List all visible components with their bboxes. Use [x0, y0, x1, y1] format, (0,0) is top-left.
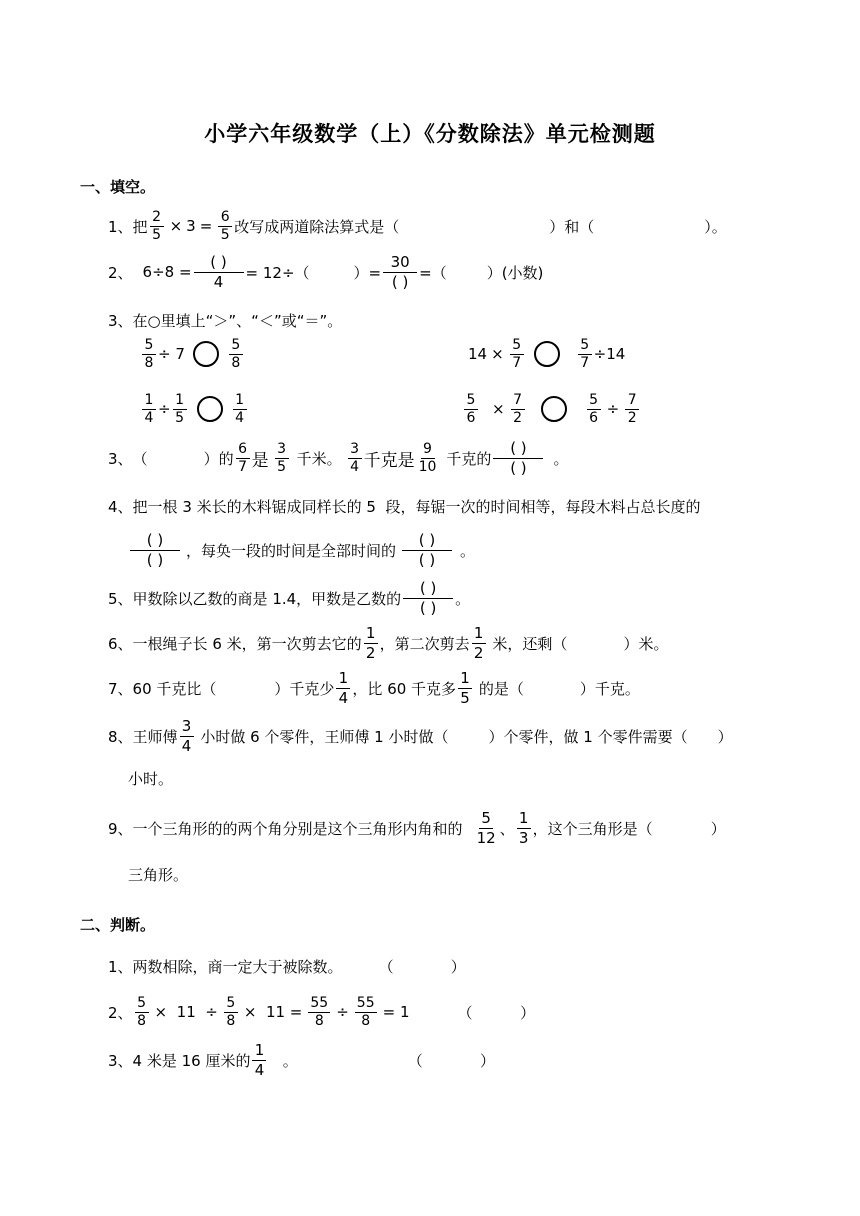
fraction: $\frac{1}{2}$ [364, 624, 378, 663]
expression: 6÷8 = [142, 263, 192, 281]
question-number: 1、 [108, 957, 133, 976]
question-text: 把一根 3 米长的木料锯成同样长的 5 段，每锯一次的时间相等，每段木料占总长度的 [132, 497, 701, 516]
question-1 [108, 200, 727, 252]
question-number: 3、 [108, 1051, 133, 1070]
operator: ÷ [158, 400, 171, 418]
question-text: （ [132, 449, 148, 468]
compare-circle[interactable] [541, 396, 567, 422]
question-text: 、 [499, 819, 515, 838]
question-number: 5、 [108, 589, 133, 608]
fraction: $\frac{55}{8}$ [310, 994, 329, 1029]
question-text: 千米。 [296, 449, 342, 468]
question-text: ，这个三角形是（ [532, 819, 653, 838]
fraction: $\frac{3}{4}$ [348, 441, 362, 476]
fraction: $\frac{1}{2}$ [472, 624, 486, 663]
fraction: $\frac{1}{4}$ [142, 392, 156, 427]
question-text: 。 [553, 449, 569, 468]
operator: ÷ [336, 1003, 349, 1021]
compare-circle[interactable] [193, 341, 219, 367]
operator: = [199, 217, 213, 235]
fraction: $\frac{1}{5}$ [173, 392, 187, 427]
fraction: $\frac{9}{10}$ [418, 440, 437, 475]
expression: = 1 [382, 1003, 410, 1021]
fraction: $\frac{2}{5}$ [150, 209, 164, 244]
question-9 [108, 802, 726, 854]
question-number: 8、 [108, 727, 133, 746]
answer-paren[interactable]: （ ） [407, 1051, 496, 1070]
operator: × [169, 217, 183, 235]
question-text: 一个三角形的的两个角分别是这个三角形内角和的 [132, 819, 463, 838]
question-text: 。 [460, 541, 476, 560]
question-text: 王师傅 [132, 727, 178, 746]
fraction: $\frac{5}{6}$ [464, 392, 478, 427]
question-text: 60 千克比（ [132, 679, 217, 698]
answer-paren[interactable]: （ ） [378, 957, 466, 976]
question-number: 7、 [108, 679, 133, 698]
question-text: 4 米是 16 厘米的 [132, 1051, 251, 1070]
fraction-answer[interactable]: $\frac{( )}{( )}$ [403, 579, 453, 618]
fraction: $\frac{5}{7}$ [510, 337, 524, 372]
judge-3 [108, 1034, 495, 1086]
judge-1 [108, 940, 466, 992]
fraction: $\frac{1}{4}$ [252, 1041, 266, 1080]
question-number: 1、 [108, 217, 133, 236]
fraction: $\frac{5}{7}$ [578, 337, 592, 372]
expression: × 11 ÷ [154, 1003, 218, 1021]
question-text: 两数相除，商一定大于被除数。 [132, 957, 343, 976]
question-text: ）个零件，做 1 个零件需要（ [488, 727, 688, 746]
question-text: 。 [268, 1051, 298, 1070]
compare-item-2 [468, 332, 625, 376]
question-text: 在○里填上“＞”、“＜”或“＝”。 [132, 311, 343, 330]
compare-circle[interactable] [534, 341, 560, 367]
fraction-answer[interactable]: $\frac{( )}{( )}$ [402, 531, 452, 570]
fraction: $\frac{7}{2}$ [511, 392, 525, 427]
expression: ）(小数) [486, 263, 544, 282]
fraction: $\frac{5}{8}$ [135, 995, 149, 1030]
section-fill-in-heading: 一、填空。 [80, 178, 156, 196]
question-4-continued [128, 524, 475, 576]
fraction: $\frac{5}{8}$ [224, 995, 238, 1030]
question-text: ，每奂一段的时间是全部时间的 [186, 541, 397, 560]
question-text: ）米。 [623, 634, 669, 653]
fraction: $\frac{3}{4}$ [180, 717, 194, 756]
fraction: $\frac{30}{( )}$ [383, 253, 417, 292]
question-text: 把 [132, 217, 148, 236]
operator: × [491, 345, 504, 363]
question-text: ）千克少 [274, 679, 335, 698]
question-text: 三角形。 [128, 865, 189, 884]
fraction: $\frac{5}{8}$ [142, 337, 156, 372]
question-text: 小时。 [128, 769, 174, 788]
question-number: 9、 [108, 819, 133, 838]
number: 3 [186, 217, 196, 235]
expression: =（ [419, 263, 447, 282]
operator: ÷ 7 [158, 345, 185, 363]
page-title: 小学六年级数学（上）《分数除法》单元检测题 [204, 122, 656, 146]
compare-item-4 [462, 387, 641, 431]
question-text: 甲数除以乙数的商是 1.4，甲数是乙数的 [132, 589, 402, 608]
fraction-answer[interactable]: $\frac{( )}{( )}$ [493, 439, 543, 478]
operator: ÷ [606, 400, 620, 418]
fraction: $\frac{1}{5}$ [458, 669, 472, 708]
question-9-continued [128, 848, 188, 900]
question-text: ） [717, 727, 733, 746]
question-text: ）。 [704, 217, 727, 236]
fraction: $\frac{1}{4}$ [336, 669, 350, 708]
question-text: 千克的 [446, 449, 492, 468]
fraction: $\frac{5}{8}$ [229, 337, 243, 372]
fraction-answer[interactable]: $\frac{( )}{( )}$ [130, 531, 180, 570]
question-text: 小时做 6 个零件，王师傅 1 小时做（ [195, 727, 449, 746]
operator: × [492, 400, 505, 418]
question-text: 一根绳子长 6 米，第一次剪去它的 [132, 634, 362, 653]
question-number: 3、 [108, 311, 133, 330]
question-text: 千克是 [363, 450, 415, 471]
question-number: 3、 [108, 449, 133, 468]
question-number: 2、 [108, 1003, 133, 1022]
question-8-continued [128, 752, 173, 804]
section-judge-heading: 二、判断。 [80, 916, 156, 934]
question-7 [108, 662, 640, 714]
fraction: $\frac{6}{5}$ [218, 209, 232, 244]
question-number: 6、 [108, 634, 133, 653]
fraction: $\frac{1}{4}$ [233, 392, 247, 427]
expression: ÷14 [593, 345, 626, 363]
question-text: ，第二次剪去 [379, 634, 470, 653]
question-text: 改写成两道除法算式是（ [234, 217, 400, 236]
question-text: ）的 [203, 449, 234, 468]
question-text: 米，还剩（ [487, 634, 568, 653]
question-text: 。 [455, 589, 471, 608]
compare-item-1 [140, 332, 245, 376]
expression: × 11 = [243, 1003, 303, 1021]
question-text: ，比 60 千克多 [352, 679, 457, 698]
question-text: ）千克。 [579, 679, 640, 698]
fraction: $\frac{5}{12}$ [476, 808, 496, 847]
question-number: 4、 [108, 497, 133, 516]
compare-circle[interactable] [197, 396, 223, 422]
compare-item-3 [140, 387, 249, 431]
expression: = 12÷（ [245, 263, 310, 282]
question-2 [108, 246, 543, 298]
question-8 [108, 710, 733, 762]
question-text: ）和（ [549, 217, 595, 236]
fraction: $\frac{55}{8}$ [356, 994, 375, 1029]
fraction: $\frac{( )}{4}$ [194, 253, 244, 292]
fraction: $\frac{1}{3}$ [517, 809, 531, 848]
judge-2 [108, 986, 535, 1038]
fraction: $\frac{7}{2}$ [625, 392, 639, 427]
number: 14 [468, 345, 488, 363]
question-number: 2、 [108, 263, 133, 282]
fraction: $\frac{6}{7}$ [236, 441, 250, 476]
question-text: 的是（ [474, 679, 524, 698]
question-text: 是 [251, 450, 269, 471]
fraction: $\frac{3}{5}$ [275, 441, 289, 476]
answer-paren[interactable]: （ ） [457, 1003, 536, 1022]
expression: ）= [353, 263, 382, 282]
question-text: ） [710, 819, 726, 838]
question-3b [108, 432, 568, 484]
fraction: $\frac{5}{6}$ [587, 392, 601, 427]
